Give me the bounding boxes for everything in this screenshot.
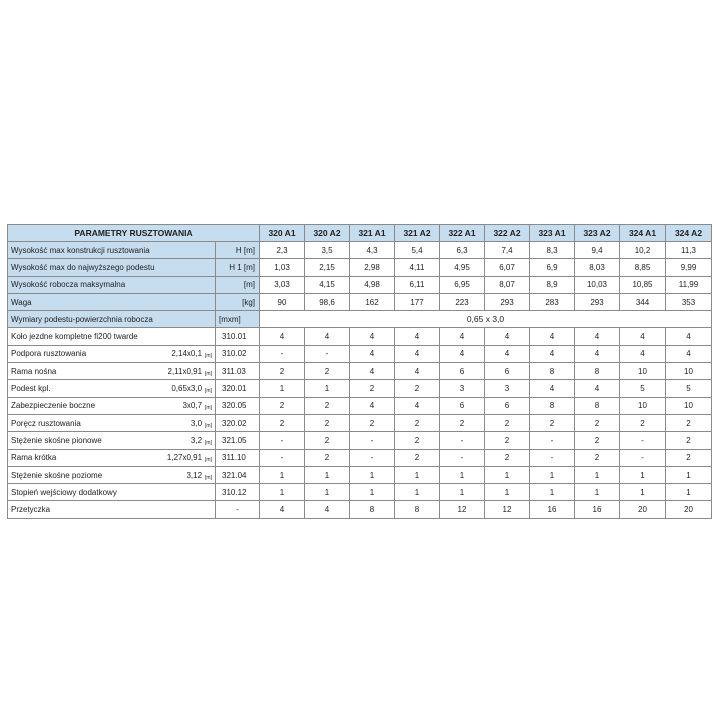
component-dim-unit: [m] (205, 353, 212, 360)
component-quantity: 8 (575, 397, 620, 414)
component-quantity: 1 (620, 466, 666, 483)
component-name: Zabezpieczenie boczne (11, 401, 96, 411)
component-quantity: 4 (666, 328, 712, 345)
parameter-value: 1,03 (260, 259, 305, 276)
component-quantity: - (440, 432, 485, 449)
component-quantity: 4 (620, 328, 666, 345)
parameter-row (8, 242, 712, 259)
component-name: Stopień wejściowy dodatkowy (11, 487, 117, 497)
parameter-label: Wysokość max konstrukcji rusztowania (8, 242, 216, 259)
component-quantity: 2 (666, 414, 712, 431)
parameter-unit: [m] (216, 276, 260, 293)
scaffold-parameters-table (7, 224, 712, 519)
parameter-value: 6,07 (485, 259, 530, 276)
component-name: Rama nośna (11, 366, 57, 376)
component-quantity: 5 (620, 380, 666, 397)
component-label (8, 414, 216, 431)
component-quantity: 12 (485, 501, 530, 518)
component-name: Koło jezdne kompletne fi200 twarde (11, 332, 138, 342)
parameter-value: 223 (440, 293, 485, 310)
component-label (8, 328, 216, 345)
parameter-value: 4,11 (395, 259, 440, 276)
parameter-value: 4,95 (440, 259, 485, 276)
component-label (8, 380, 216, 397)
parameter-value: 2,15 (305, 259, 350, 276)
component-label (8, 501, 216, 518)
parameter-value: 10,2 (620, 242, 666, 259)
parameter-value: 90 (260, 293, 305, 310)
component-code: 320.01 (216, 380, 260, 397)
parameter-value: 3,03 (260, 276, 305, 293)
component-code: - (216, 501, 260, 518)
component-quantity: 1 (530, 466, 575, 483)
parameter-value: 2,3 (260, 242, 305, 259)
component-quantity: 4 (305, 328, 350, 345)
parameter-value: 4,3 (350, 242, 395, 259)
component-quantity: 2 (575, 449, 620, 466)
parameter-value: 8,9 (530, 276, 575, 293)
component-row (8, 484, 712, 501)
component-quantity: 2 (666, 449, 712, 466)
component-quantity: 1 (485, 466, 530, 483)
component-quantity: 8 (530, 363, 575, 380)
parameter-value: 293 (485, 293, 530, 310)
component-quantity: 5 (666, 380, 712, 397)
parameter-row (8, 276, 712, 293)
component-code: 321.04 (216, 466, 260, 483)
component-quantity: 1 (485, 484, 530, 501)
component-quantity: 3 (485, 380, 530, 397)
component-dim-unit: [m] (205, 474, 212, 481)
component-quantity: 1 (395, 484, 440, 501)
component-quantity: 4 (530, 345, 575, 362)
model-header: 323 A2 (575, 225, 620, 242)
component-quantity: 10 (666, 363, 712, 380)
parameter-value: 6,95 (440, 276, 485, 293)
parameter-value: 9,4 (575, 242, 620, 259)
parameter-value: 3,5 (305, 242, 350, 259)
parameter-value: 353 (666, 293, 712, 310)
component-quantity: 1 (575, 484, 620, 501)
header-row (8, 225, 712, 242)
parameter-label: Waga (8, 293, 216, 310)
component-name: Podest kpl. (11, 384, 51, 394)
parameter-label: Wysokość robocza maksymalna (8, 276, 216, 293)
component-row (8, 466, 712, 483)
component-quantity: 10 (666, 397, 712, 414)
component-quantity: 8 (350, 501, 395, 518)
component-name: Poręcz rusztowania (11, 418, 81, 428)
parameter-value: 9,99 (666, 259, 712, 276)
component-quantity: 1 (305, 466, 350, 483)
component-quantity: 2 (530, 414, 575, 431)
model-header: 320 A2 (305, 225, 350, 242)
component-quantity: 1 (350, 484, 395, 501)
model-header: 324 A2 (666, 225, 712, 242)
component-quantity: 2 (485, 449, 530, 466)
component-quantity: 4 (440, 328, 485, 345)
component-quantity: 1 (666, 466, 712, 483)
component-row (8, 363, 712, 380)
component-quantity: 4 (260, 328, 305, 345)
component-dimension: 3,12 (186, 470, 203, 480)
component-quantity: 8 (575, 363, 620, 380)
component-quantity: 4 (575, 345, 620, 362)
component-quantity: 2 (260, 397, 305, 414)
platform-label: Wymiary podestu-powierzchnia robocza (8, 311, 216, 328)
component-row (8, 414, 712, 431)
component-quantity: 16 (530, 501, 575, 518)
component-quantity: 4 (620, 345, 666, 362)
parameter-row (8, 259, 712, 276)
component-quantity: 8 (530, 397, 575, 414)
parameter-value: 6,9 (530, 259, 575, 276)
component-quantity: 2 (666, 432, 712, 449)
parameter-unit: H 1 [m] (216, 259, 260, 276)
model-header: 324 A1 (620, 225, 666, 242)
component-quantity: 4 (485, 345, 530, 362)
component-quantity: 2 (350, 414, 395, 431)
component-name: Przetyczka (11, 505, 51, 515)
component-dimension: 1,27x0,91 (166, 453, 203, 463)
component-quantity: 1 (305, 380, 350, 397)
component-dim-unit: [m] (205, 405, 212, 412)
component-label (8, 397, 216, 414)
model-header: 320 A1 (260, 225, 305, 242)
component-quantity: - (260, 449, 305, 466)
component-quantity: 2 (395, 449, 440, 466)
component-quantity: 2 (305, 414, 350, 431)
parameter-value: 11,99 (666, 276, 712, 293)
parameter-value: 4,98 (350, 276, 395, 293)
component-dimension: 0,65x3,0 (171, 384, 203, 394)
parameter-value: 6,11 (395, 276, 440, 293)
component-quantity: 2 (395, 432, 440, 449)
parameter-value: 283 (530, 293, 575, 310)
model-header: 323 A1 (530, 225, 575, 242)
component-quantity: 4 (260, 501, 305, 518)
component-quantity: 2 (620, 414, 666, 431)
component-quantity: - (620, 432, 666, 449)
component-quantity: 1 (666, 484, 712, 501)
component-quantity: 4 (575, 380, 620, 397)
component-dimension: 2,11x0,91 (167, 366, 203, 376)
component-quantity: 4 (350, 328, 395, 345)
component-quantity: 2 (440, 414, 485, 431)
component-quantity: 2 (260, 363, 305, 380)
parameter-value: 7,4 (485, 242, 530, 259)
component-dim-unit: [m] (205, 457, 212, 464)
component-quantity: - (260, 345, 305, 362)
component-code: 311.10 (216, 449, 260, 466)
component-dimension: 3,2 (190, 435, 203, 445)
component-quantity: 1 (440, 484, 485, 501)
parameter-value: 10,85 (620, 276, 666, 293)
model-header: 321 A2 (395, 225, 440, 242)
parameter-label: Wysokość max do najwyższego podestu (8, 259, 216, 276)
component-dimension: 2,14x0,1 (171, 349, 203, 359)
component-quantity: 6 (485, 363, 530, 380)
component-quantity: 4 (530, 380, 575, 397)
component-code: 310.02 (216, 345, 260, 362)
parameter-value: 8,3 (530, 242, 575, 259)
component-quantity: 4 (666, 345, 712, 362)
component-quantity: 2 (305, 449, 350, 466)
component-quantity: 2 (395, 380, 440, 397)
component-label (8, 432, 216, 449)
spec-sheet (7, 224, 711, 519)
component-quantity: - (440, 449, 485, 466)
component-dim-unit: [m] (205, 422, 212, 429)
parameter-value: 10,03 (575, 276, 620, 293)
component-dimension: 3x0,7 (182, 401, 203, 411)
component-quantity: 2 (305, 432, 350, 449)
parameter-value: 162 (350, 293, 395, 310)
component-quantity: 2 (575, 432, 620, 449)
parameter-value: 344 (620, 293, 666, 310)
component-quantity: 2 (485, 414, 530, 431)
component-quantity: 2 (350, 380, 395, 397)
component-dim-unit: [m] (205, 370, 212, 377)
parameter-value: 5,4 (395, 242, 440, 259)
component-code: 310.01 (216, 328, 260, 345)
component-row (8, 328, 712, 345)
component-dim-unit: [m] (205, 388, 212, 395)
component-quantity: 12 (440, 501, 485, 518)
component-quantity: 1 (260, 380, 305, 397)
model-header: 322 A2 (485, 225, 530, 242)
component-name: Stężenie skośne pionowe (11, 435, 102, 445)
component-quantity: 4 (440, 345, 485, 362)
component-name: Stężenie skośne poziome (11, 470, 103, 480)
component-quantity: 4 (485, 328, 530, 345)
component-quantity: - (530, 432, 575, 449)
component-quantity: 4 (305, 501, 350, 518)
component-quantity: - (620, 449, 666, 466)
component-quantity: 4 (395, 328, 440, 345)
component-quantity: 6 (440, 363, 485, 380)
parameter-value: 2,98 (350, 259, 395, 276)
component-quantity: 1 (260, 484, 305, 501)
component-dimension: 3,0 (190, 418, 203, 428)
component-quantity: - (260, 432, 305, 449)
component-quantity: 2 (305, 363, 350, 380)
component-quantity: 8 (395, 501, 440, 518)
component-label (8, 466, 216, 483)
component-quantity: 10 (620, 363, 666, 380)
table-title: PARAMETRY RUSZTOWANIA (8, 225, 260, 242)
component-label (8, 345, 216, 362)
component-code: 311.03 (216, 363, 260, 380)
component-row (8, 345, 712, 362)
component-row (8, 432, 712, 449)
component-quantity: 4 (530, 328, 575, 345)
component-quantity: 1 (620, 484, 666, 501)
component-quantity: - (350, 432, 395, 449)
parameter-value: 177 (395, 293, 440, 310)
component-quantity: 1 (575, 466, 620, 483)
component-quantity: 4 (575, 328, 620, 345)
component-quantity: 2 (305, 397, 350, 414)
component-quantity: 6 (485, 397, 530, 414)
component-name: Podpora rusztowania (11, 349, 87, 359)
component-quantity: 4 (395, 363, 440, 380)
component-quantity: 20 (620, 501, 666, 518)
component-quantity: - (530, 449, 575, 466)
parameter-value: 8,07 (485, 276, 530, 293)
component-quantity: - (350, 449, 395, 466)
component-quantity: - (305, 345, 350, 362)
component-quantity: 6 (440, 397, 485, 414)
component-code: 321.05 (216, 432, 260, 449)
component-quantity: 3 (440, 380, 485, 397)
model-header: 321 A1 (350, 225, 395, 242)
model-header: 322 A1 (440, 225, 485, 242)
parameter-value: 8,85 (620, 259, 666, 276)
parameter-unit: [kg] (216, 293, 260, 310)
component-row (8, 501, 712, 518)
parameter-value: 293 (575, 293, 620, 310)
parameter-value: 4,15 (305, 276, 350, 293)
component-dim-unit: [m] (205, 439, 212, 446)
platform-unit: [mxm] (216, 311, 260, 328)
component-quantity: 4 (395, 345, 440, 362)
component-row (8, 380, 712, 397)
platform-value: 0,65 x 3,0 (260, 311, 712, 328)
parameter-row (8, 293, 712, 310)
component-quantity: 4 (350, 363, 395, 380)
component-quantity: 16 (575, 501, 620, 518)
component-label (8, 449, 216, 466)
component-quantity: 2 (575, 414, 620, 431)
parameter-unit: H [m] (216, 242, 260, 259)
component-name: Rama krótka (11, 453, 57, 463)
parameter-value: 6,3 (440, 242, 485, 259)
component-quantity: 1 (395, 466, 440, 483)
component-code: 320.02 (216, 414, 260, 431)
component-quantity: 2 (260, 414, 305, 431)
parameter-value: 8,03 (575, 259, 620, 276)
component-label (8, 363, 216, 380)
component-quantity: 1 (260, 466, 305, 483)
parameter-value: 98,6 (305, 293, 350, 310)
component-row (8, 397, 712, 414)
component-quantity: 4 (350, 345, 395, 362)
component-quantity: 20 (666, 501, 712, 518)
component-quantity: 2 (485, 432, 530, 449)
component-quantity: 10 (620, 397, 666, 414)
component-quantity: 2 (395, 414, 440, 431)
platform-row (8, 311, 712, 328)
component-quantity: 1 (305, 484, 350, 501)
component-quantity: 1 (350, 466, 395, 483)
component-label (8, 484, 216, 501)
component-quantity: 1 (530, 484, 575, 501)
component-quantity: 4 (395, 397, 440, 414)
parameter-value: 11,3 (666, 242, 712, 259)
component-quantity: 1 (440, 466, 485, 483)
component-code: 320.05 (216, 397, 260, 414)
component-quantity: 4 (350, 397, 395, 414)
component-code: 310.12 (216, 484, 260, 501)
component-row (8, 449, 712, 466)
